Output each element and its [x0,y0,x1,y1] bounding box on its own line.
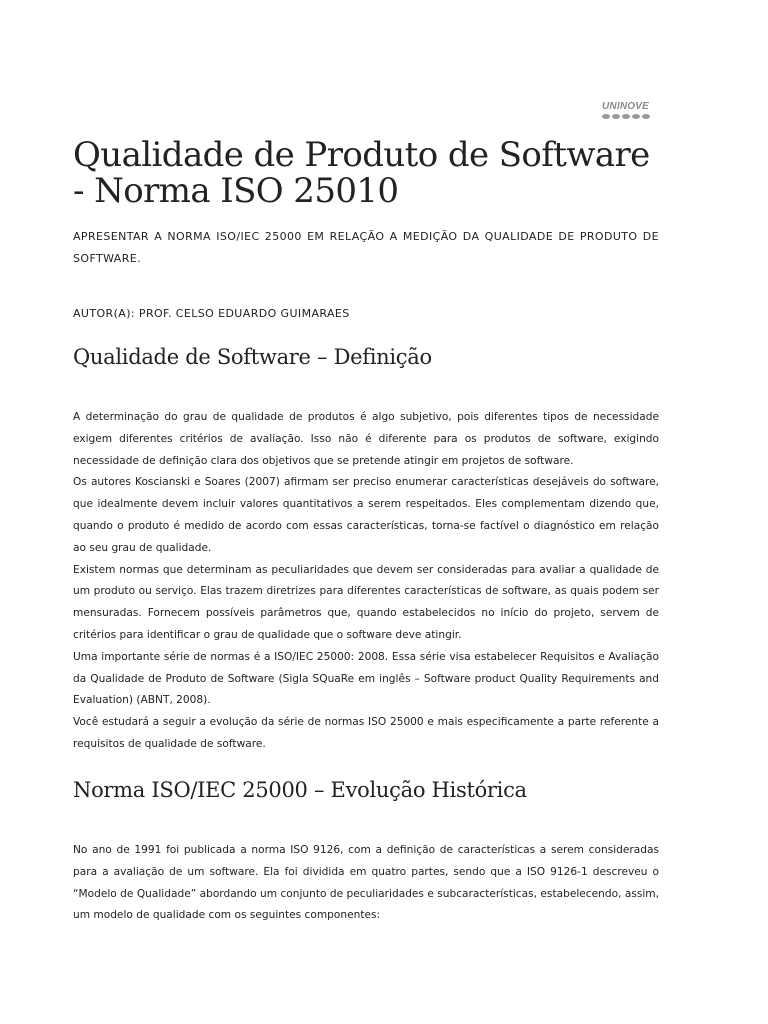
paragraph: Uma importante série de normas é a ISO/IEC 25000: 2008. Essa série visa estabelecer Requisitos e Avaliação da Qualidade de Produto de Software (Sigla SQuaRe em inglês – Software product Quality Requirements and Evaluation) (ABNT, 2008). [73,650,659,707]
paragraph: A determinação do grau de qualidade de produtos é algo subjetivo, pois diferentes tipos de necessidade exigem diferentes critérios de avaliação. Isso não é diferente para os produtos de software, exigindo necessidade de definição clara dos objetivos que se pretende atingir em projetos de software. [73,411,659,467]
section-heading-evolucao: Norma ISO/IEC 25000 – Evolução Histórica [73,778,527,802]
section-body-evolucao [73,840,659,927]
section-heading-definicao: Qualidade de Software – Definição [73,345,432,369]
page-title: Qualidade de Produto de Software - Norma ISO 25010 [73,135,650,211]
page-subtitle: APRESENTAR A NORMA ISO/IEC 25000 EM RELAÇÃO A MEDIÇÃO DA QUALIDADE DE PRODUTO DE SOFTWARE. [73,230,659,265]
paragraph: Você estudará a seguir a evolução da série de normas ISO 25000 e mais especificamente a parte referente a requisitos de qualidade de software. [73,716,659,750]
uninove-logo [602,101,654,119]
author-line: AUTOR(A): PROF. CELSO EDUARDO GUIMARAES [73,307,350,320]
paragraph: Existem normas que determinam as peculiaridades que devem ser consideradas para avaliar a qualidade de um produto ou serviço. Elas trazem diretrizes para diferentes características de software, as quais podem ser mensuradas. Fornecem possíveis parâmetros que, quando estabelecidos no início do projeto, servem de critérios para identificar o grau de qualidade que o software deve atingir. [73,563,659,641]
paragraph: No ano de 1991 foi publicada a norma ISO 9126, com a definição de características a serem consideradas para a avaliação de um software. Ela foi dividida em quatro partes, sendo que a ISO 9126-1 descreveu o “Modelo de Qualidade” abordando um conjunto de peculiaridades e subcaracterísticas, estabelecendo, assim, um modelo de qualidade com os seguintes componentes: [73,844,659,922]
paragraph: Os autores Koscianski e Soares (2007) afirmam ser preciso enumerar características desejáveis do software, que idealmente devem incluir valores quantitativos a serem respeitados. Eles complementam dizendo que, quando o produto é medido de acordo com essas características, torna-se factível o diagnóstico em relação ao seu grau de qualidade. [73,476,659,554]
logo-text: UNINOVE [602,101,649,112]
section-body-definicao [73,407,659,756]
logo-dots [602,114,654,119]
